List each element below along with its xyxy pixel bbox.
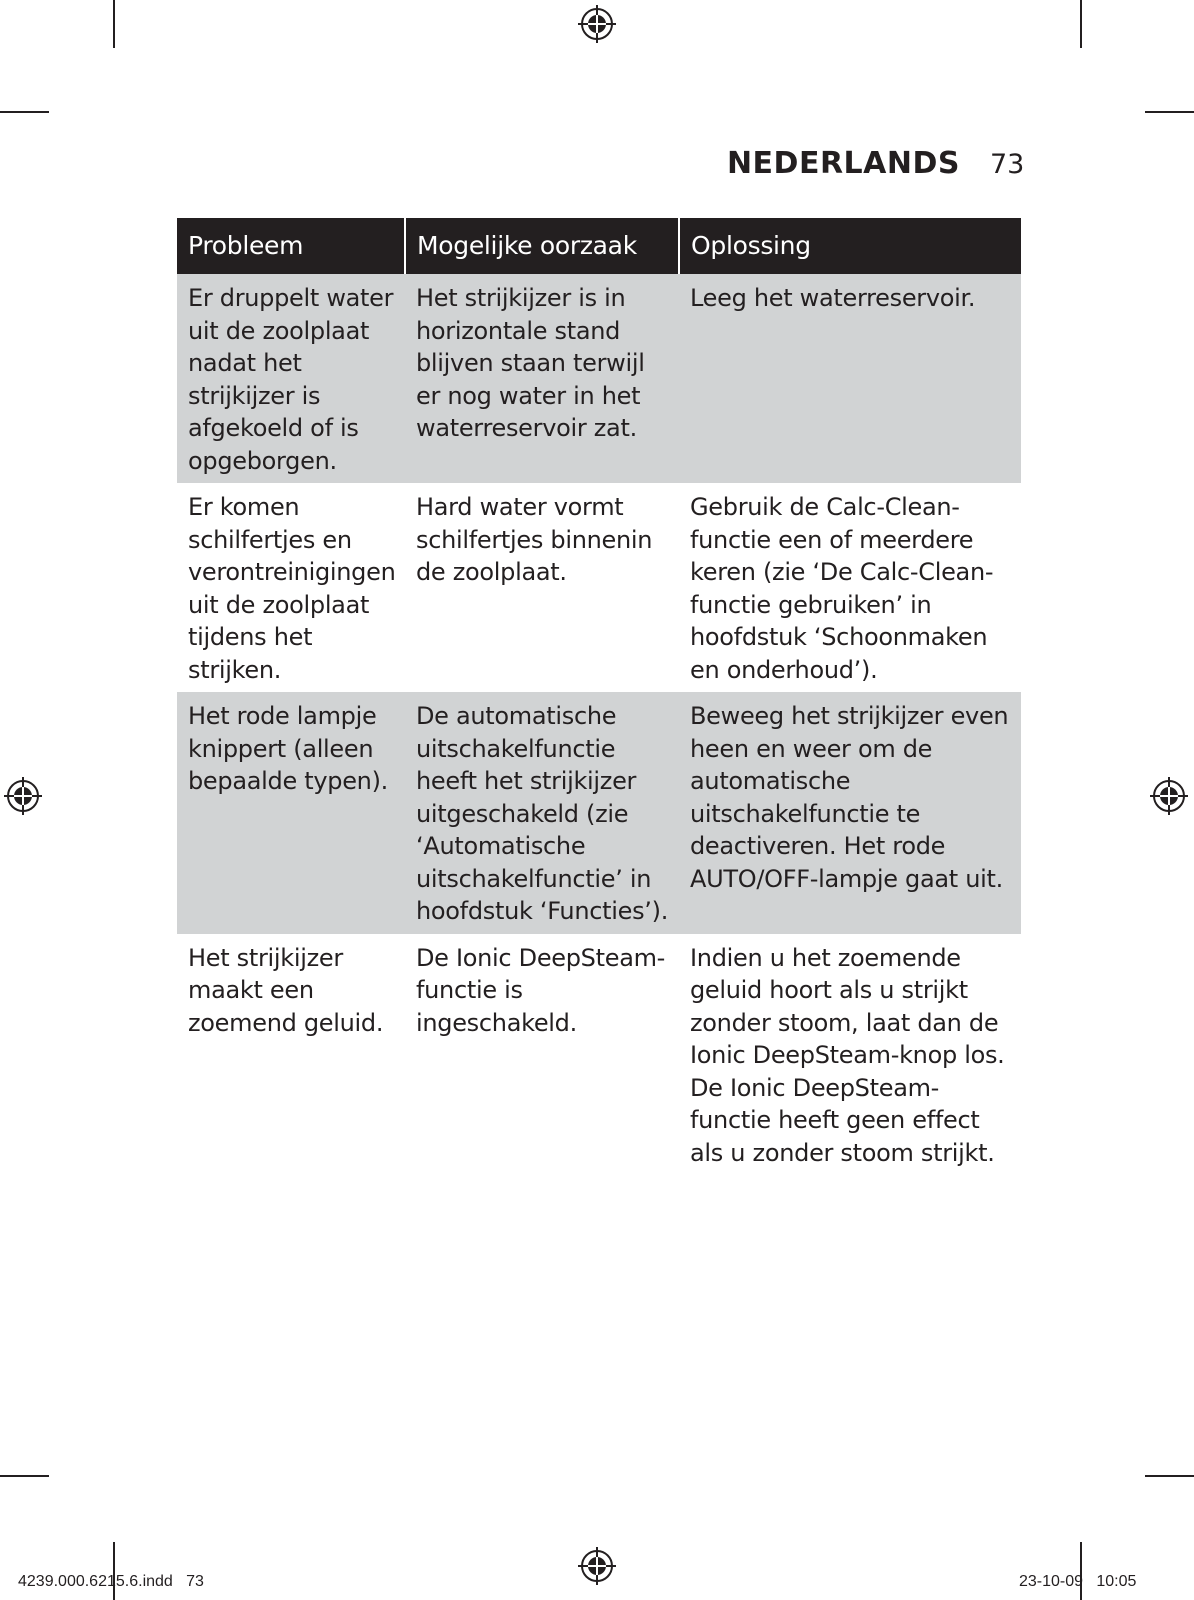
section-title: NEDERLANDS — [726, 146, 960, 181]
solution-cell: Beweeg het strijkijzer even heen en weer om de automatische uitschakelfunctie te deactiveren. Het rode AUTO/OFF-lampje gaat uit. — [679, 692, 1021, 934]
cause-cell: De Ionic DeepSteam-functie is ingeschakeld. — [416, 943, 666, 1037]
crop-mark — [113, 1542, 115, 1600]
registration-mark-icon — [578, 5, 616, 43]
print-date-slug: 23-10-09 10:05 — [1019, 1573, 1137, 1590]
table-row — [177, 274, 1021, 483]
problem-cell: Het strijkijzer maakt een zoemend geluid. — [188, 943, 384, 1037]
crop-mark — [113, 0, 115, 48]
crop-mark — [1145, 111, 1194, 113]
crop-mark — [0, 1475, 49, 1477]
problem-cell: Het rode lampje knippert (alleen bepaalde typen). — [177, 692, 405, 934]
solution-cell: Gebruik de Calc-Clean-functie een of meerdere keren (zie ‘De Calc-Clean-functie gebruiken’ in hoofdstuk ‘Schoonmaken en onderhoud’). — [690, 493, 994, 684]
print-file-slug: 4239.000.6215.6.indd 73 — [18, 1573, 204, 1590]
column-header-cause: Mogelijke oorzaak — [405, 218, 679, 274]
troubleshooting-table — [177, 218, 1021, 1175]
table-header-row — [177, 218, 1021, 274]
column-header-solution: Oplossing — [679, 218, 1021, 274]
solution-cell: Leeg het waterreservoir. — [679, 274, 1021, 483]
table-row — [177, 692, 1021, 934]
registration-mark-icon — [578, 1547, 616, 1585]
crop-mark — [1145, 1475, 1194, 1477]
column-header-problem: Probleem — [177, 218, 405, 274]
solution-cell: Indien u het zoemende geluid hoort als u strijkt zonder stoom, laat dan de Ionic DeepSteam-knop los. De Ionic DeepSteam-functie heeft geen effect als u zonder stoom strijkt. — [690, 943, 1005, 1167]
crop-mark — [0, 111, 49, 113]
table-row — [177, 483, 1021, 692]
registration-mark-icon — [4, 777, 42, 815]
crop-mark — [1080, 0, 1082, 48]
crop-mark — [1080, 1542, 1082, 1600]
page-number: 73 — [990, 149, 1025, 180]
problem-cell: Er komen schilfertjes en verontreinigingen uit de zoolplaat tijdens het strijken. — [188, 493, 396, 684]
cause-cell: Het strijkijzer is in horizontale stand blijven staan terwijl er nog water in het waterreservoir zat. — [405, 274, 679, 483]
cause-cell: Hard water vormt schilfertjes binnenin de zoolplaat. — [416, 493, 653, 586]
problem-cell: Er druppelt water uit de zoolplaat nadat het strijkijzer is afgekoeld of is opgeborgen. — [177, 274, 405, 483]
table-row — [177, 934, 1021, 1176]
cause-cell: De automatische uitschakelfunctie heeft het strijkijzer uitgeschakeld (zie ‘Automatische uitschakelfunctie’ in hoofdstuk ‘Functies’). — [405, 692, 679, 934]
registration-mark-icon — [1150, 777, 1188, 815]
